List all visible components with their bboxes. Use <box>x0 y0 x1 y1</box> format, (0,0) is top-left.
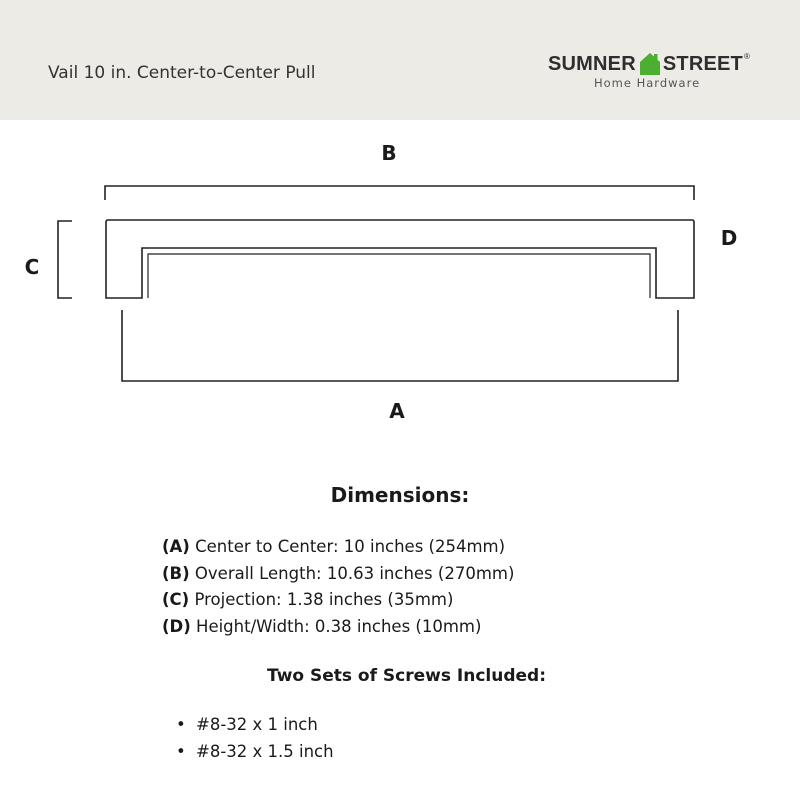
dimension-text: Center to Center: 10 inches (254mm) <box>195 537 506 556</box>
brand-name-right: STREET <box>662 53 743 75</box>
dimension-a-bracket <box>122 310 678 381</box>
product-title: Vail 10 in. Center-to-Center Pull <box>48 63 316 83</box>
label-b: B <box>381 141 397 165</box>
screw-item: • #8-32 x 1.5 inch <box>176 739 334 766</box>
screws-list <box>176 712 334 765</box>
pull-handle-outline <box>106 220 694 298</box>
house-icon <box>639 52 661 76</box>
dimension-key: (B) <box>162 563 190 583</box>
brand-subtitle: Home Hardware <box>594 76 701 90</box>
dimension-item-a <box>162 534 514 561</box>
label-d: D <box>720 226 738 250</box>
screw-item: • #8-32 x 1 inch <box>176 712 334 739</box>
header-banner <box>0 0 800 120</box>
registered-mark: ® <box>743 52 751 61</box>
dimension-key: (A) <box>162 537 190 556</box>
dimension-b-bracket <box>105 186 694 200</box>
dimension-text: Overall Length: 10.63 inches (270mm) <box>194 563 515 583</box>
dimension-text: Height/Width: 0.38 inches (10mm) <box>196 616 482 636</box>
dimension-item-b <box>162 561 514 588</box>
label-a: A <box>389 399 405 423</box>
dimension-key: (D) <box>162 616 191 636</box>
dimension-c-bracket <box>58 221 72 298</box>
dimension-text: Projection: 1.38 inches (35mm) <box>194 590 454 609</box>
dimensions-title: Dimensions: <box>330 483 470 507</box>
pull-dimension-diagram <box>0 120 800 430</box>
dimension-item-d <box>162 614 514 641</box>
screws-title: Two Sets of Screws Included: <box>266 666 547 686</box>
brand-logo <box>548 50 760 94</box>
label-c: C <box>24 255 40 279</box>
brand-name-left: SUMNER <box>548 53 636 75</box>
brand-name <box>548 50 750 78</box>
dimension-item-c <box>162 587 514 614</box>
dimensions-list <box>162 534 514 640</box>
pull-handle-inner-edge <box>148 254 650 298</box>
dimension-key: (C) <box>162 590 190 609</box>
